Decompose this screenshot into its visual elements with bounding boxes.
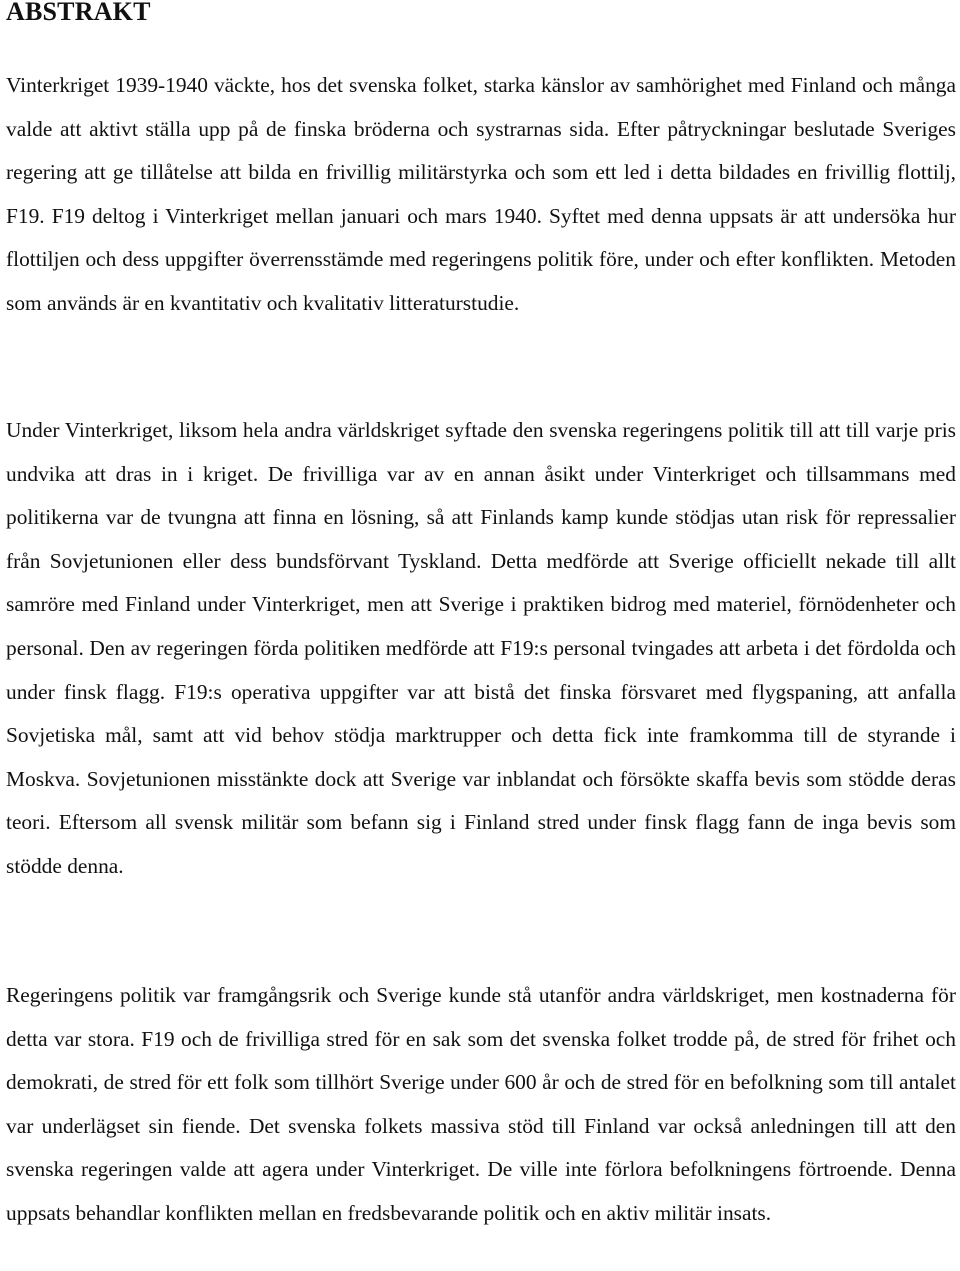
abstract-paragraph-2: Under Vinterkriget, liksom hela andra världskriget syftade den svenska regeringens politik till att till varje pris undvika att dras in i kriget. De frivilliga var av en annan åsikt under Vinterkriget och tillsammans med politikerna var de tvungna att finna en lösning, så att Finlands kamp kunde stödjas utan risk för repressalier från Sovjetunionen eller dess bundsförvant Tyskland. Detta medförde att Sverige officiellt nekade till allt samröre med Finland under Vinterkriget, men att Sverige i praktiken bidrog med materiel, förnödenheter och personal. Den av regeringen förda politiken medförde att F19:s personal tvingades att arbeta i det fördolda och under finsk flagg. F19:s operativa uppgifter var att bistå det finska försvaret med flygspaning, att anfalla Sovjetiska mål, samt att vid behov stödja marktrupper och detta fick inte framkomma till de styrande i Moskva. Sovjetunionen misstänkte dock att Sverige var inblandat och försökte skaffa bevis som stödde deras teori. Eftersom all svensk militär som befann sig i Finland stred under finsk flagg fann de inga bevis som stödde denna.: [6, 418, 956, 878]
abstract-paragraph-1: Vinterkriget 1939-1940 väckte, hos det svenska folket, starka känslor av samhörighet med Finland och många valde att aktivt ställa upp på de finska bröderna och systrarnas sida. Efter påtryckningar beslutade Sveriges regering att ge tillåtelse att bilda en frivillig militärstyrka och som ett led i detta bildades en frivillig flottilj, F19. F19 deltog i Vinterkriget mellan januari och mars 1940. Syftet med denna uppsats är att undersöka hur flottiljen och dess uppgifter överrensstämde med regeringens politik före, under och efter konflikten. Metoden som används är en kvantitativ och kvalitativ litteraturstudie.: [6, 73, 956, 315]
abstract-heading: ABSTRAKT: [6, 0, 151, 26]
abstract-paragraph-3: Regeringens politik var framgångsrik och Sverige kunde stå utanför andra världskriget, men kostnaderna för detta var stora. F19 och de frivilliga stred för en sak som det svenska folket trodde på, de stred för frihet och demokrati, de stred för ett folk som tillhört Sverige under 600 år och de stred för en befolkning som till antalet var underlägset sin fiende. Det svenska folkets massiva stöd till Finland var också anledningen till att den svenska regeringen valde att agera under Vinterkriget. De ville inte förlora befolkningens förtroende. Denna uppsats behandlar konflikten mellan en fredsbevarande politik och en aktiv militär insats.: [6, 983, 956, 1225]
